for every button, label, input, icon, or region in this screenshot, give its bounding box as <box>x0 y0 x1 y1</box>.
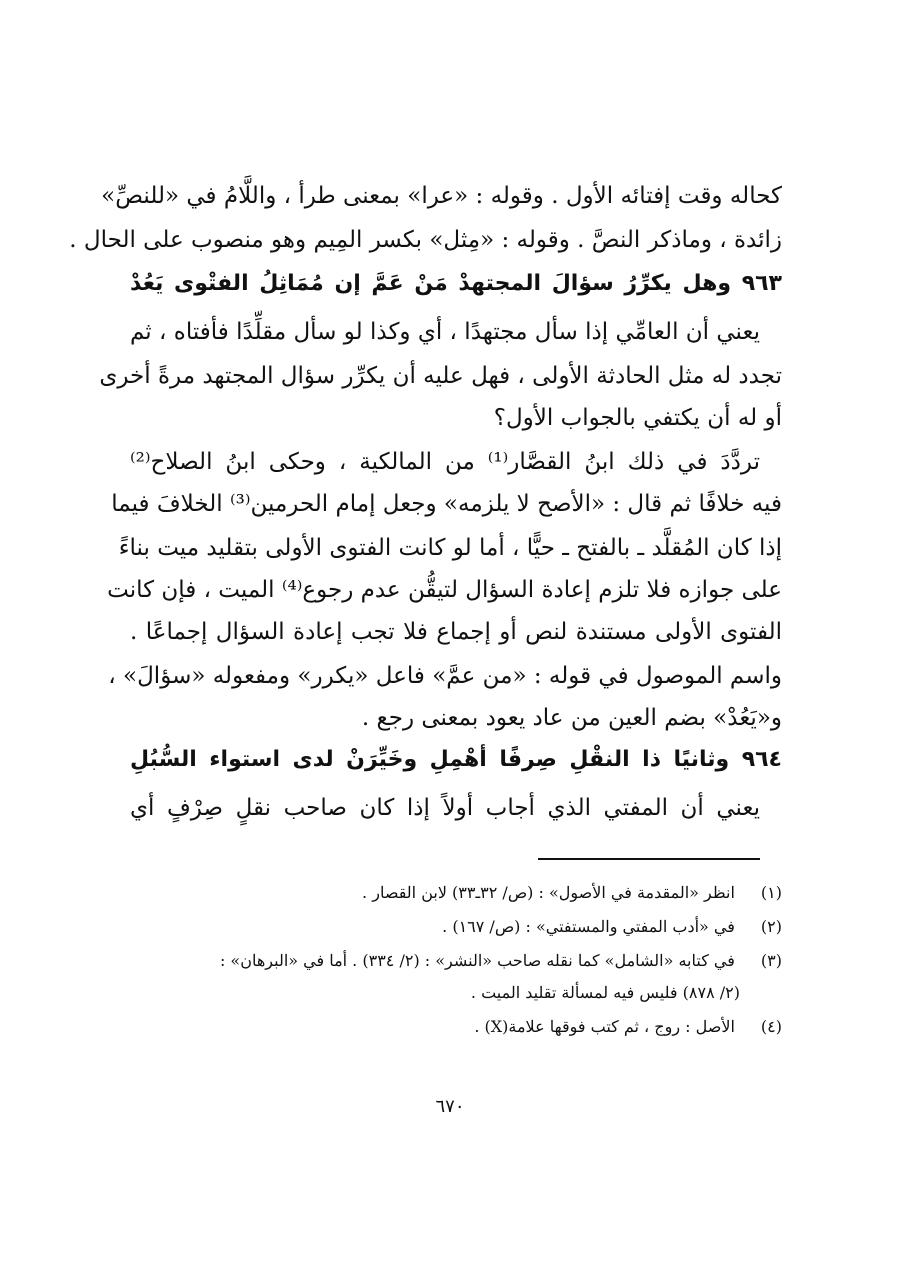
footnote-number: (٤) <box>760 1017 782 1036</box>
footnote-4 <box>130 1014 782 1042</box>
footnote-separator <box>538 858 760 860</box>
verse-964: ٩٦٤ وثانيًا ذا النقْلِ صِرفًا أهْمِلِ وخَيِّرَنْ لدى استواء السُّبُلِ <box>130 747 782 772</box>
text-line-7: تردَّدَ في ذلك ابنُ القصَّار⁽¹⁾ من المالكية ، وحكى ابنُ الصلاح⁽²⁾ <box>130 449 760 475</box>
footnote-2 <box>130 914 782 942</box>
verse-963: ٩٦٣ وهل يكرِّرُ سؤالَ المجتهدْ مَنْ عَمَّ إن مُمَاثِلُ الفتْوى يَعُدْ <box>130 271 782 296</box>
text-line-2: زائدة ، وماذكر النصَّ . وقوله : «مِثل» بكسر المِيم وهو منصوب على الحال . <box>69 227 782 253</box>
page-number: ٦٧٠ <box>435 1096 465 1117</box>
footnote-3 <box>130 948 782 976</box>
footnote-text: (٢/ ٨٧٨) فليس فيه لمسألة تقليد الميت . <box>470 983 740 1002</box>
text-line-1: كحاله وقت إفتائه الأول . وقوله : «عرا» بمعنى طرأ ، واللَّامُ في «للنصِّ» <box>101 183 782 209</box>
text-line-4: يعني أن العامِّي إذا سأل مجتهدًا ، أي وكذا لو سأل مقلِّدًا فأفتاه ، ثم <box>130 319 760 345</box>
text-line-6: أو له أن يكتفي بالجواب الأول؟ <box>493 405 782 431</box>
text-line-9: إذا كان المُقلَّد ـ بالفتح ـ حيًّا ، أما لو كانت الفتوى الأولى بتقليد ميت بناءً <box>118 535 782 561</box>
text-line-15: يعني أن المفتي الذي أجاب أولاً إذا كان صاحب نقلٍ صِرْفٍ أي <box>130 795 760 821</box>
footnote-text: في «أدب المفتي والمستفتي» : (ص/ ١٦٧) . <box>442 917 735 936</box>
footnote-text: انظر «المقدمة في الأصول» : (ص/ ٣٢ـ٣٣) لابن القصار . <box>362 883 735 902</box>
text-line-8: فيه خلافًا ثم قال : «الأصح لا يلزمه» وجعل إمام الحرمين⁽³⁾ الخلافَ فيما <box>111 491 782 517</box>
footnote-number: (٣) <box>760 951 782 970</box>
text-line-5: تجدد له مثل الحادثة الأولى ، فهل عليه أن يكرِّر سؤال المجتهد مرةً أخرى <box>99 363 782 389</box>
text-line-11: الفتوى الأولى مستندة لنص أو إجماع فلا تجب إعادة السؤال إجماعًا . <box>130 619 782 645</box>
text-line-10: على جوازه فلا تلزم إعادة السؤال لتيقُّن عدم رجوع⁽⁴⁾ الميت ، فإن كانت <box>107 577 782 603</box>
footnote-number: (١) <box>760 883 782 902</box>
footnote-text: في كتابه «الشامل» كما نقله صاحب «النشر» : (٢/ ٣٣٤) . أما في «البرهان» : <box>219 951 735 970</box>
text-line-13: و«يَعُدْ» بضم العين من عاد يعود بمعنى رجع . <box>361 705 782 731</box>
footnote-1 <box>130 880 782 908</box>
text-line-12: واسم الموصول في قوله : «من عمَّ» فاعل «يكرر» ومفعوله «سؤالَ» ، <box>108 663 782 689</box>
footnote-3-continued <box>130 980 740 1008</box>
footnote-number: (٢) <box>760 917 782 936</box>
footnote-text: الأصل : روج ، ثم كتب فوقها علامة(X) . <box>474 1017 735 1036</box>
